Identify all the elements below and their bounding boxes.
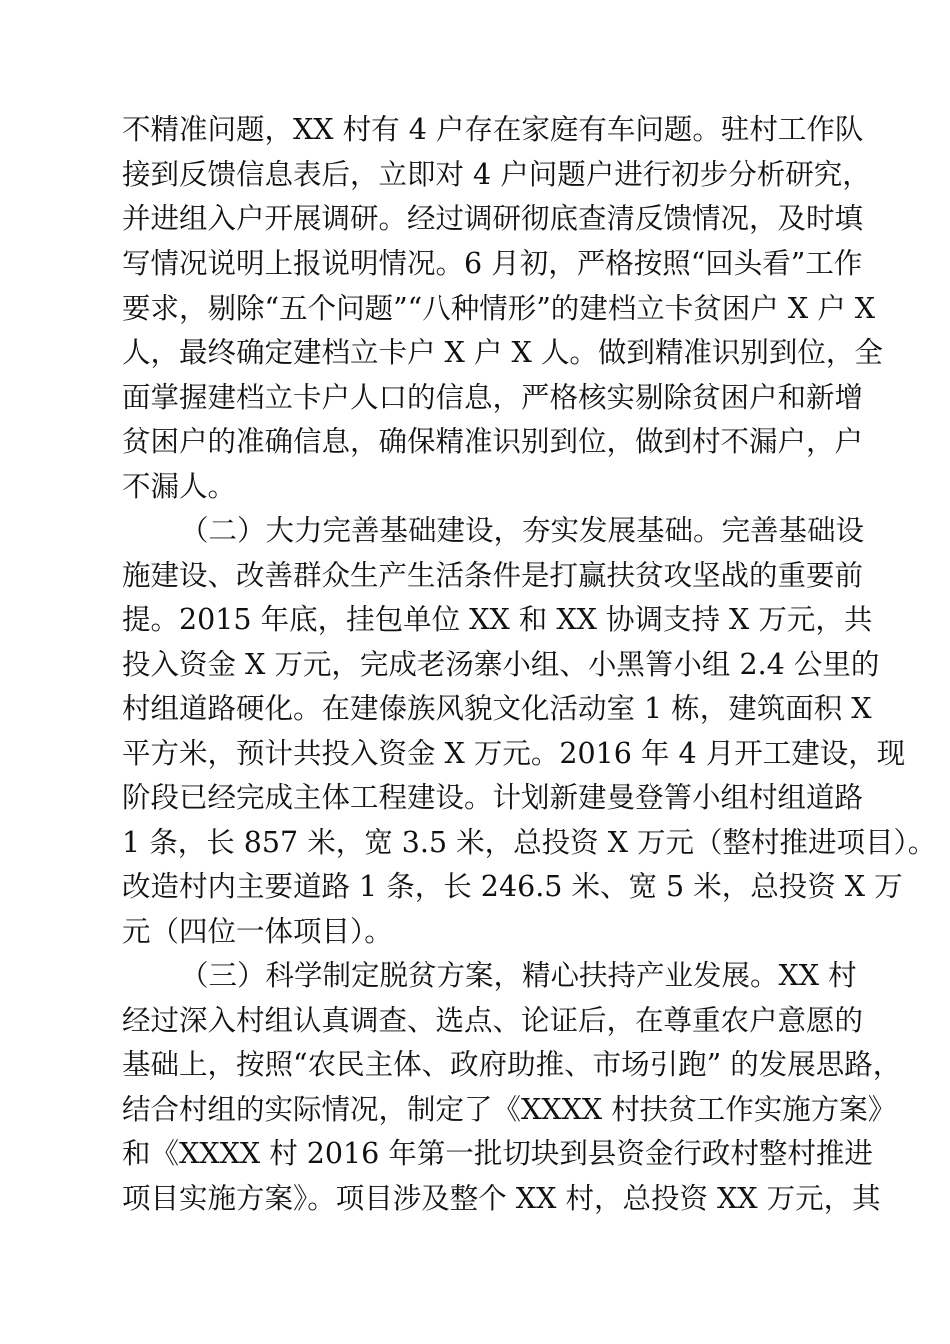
text-line: 基础上，按照“农民主体、政府助推、市场引跑” 的发展思路， bbox=[122, 1048, 902, 1081]
text-line: 改造村内主要道路 1 条，长 246.5 米、宽 5 米，总投资 X 万 bbox=[122, 870, 903, 903]
section-heading-line: （三）科学制定脱贫方案，精心扶持产业发展。XX 村 bbox=[180, 959, 857, 992]
text-line: 阶段已经完成主体工程建设。计划新建曼登箐小组村组道路 bbox=[122, 781, 864, 814]
text-line: 村组道路硬化。在建傣族风貌文化活动室 1 栋，建筑面积 X bbox=[122, 692, 872, 725]
text-line: 1 条，长 857 米，宽 3.5 米，总投资 X 万元（整村推进项目）。 bbox=[122, 826, 937, 859]
text-line: 和《XXXX 村 2016 年第一批切块到县资金行政村整村推进 bbox=[122, 1137, 873, 1170]
text-line: 写情况说明上报说明情况。6 月初，严格按照“回头看”工作 bbox=[122, 247, 863, 280]
text-line: 结合村组的实际情况，制定了《XXXX 村扶贫工作实施方案》 bbox=[122, 1093, 897, 1126]
text-line: 接到反馈信息表后，立即对 4 户问题户进行初步分析研究， bbox=[122, 158, 871, 191]
text-line: 要求，剔除“五个问题”“八种情形”的建档立卡贫困户 X 户 X bbox=[122, 292, 876, 325]
text-line: 投入资金 X 万元，完成老汤寨小组、小黑箐小组 2.4 公里的 bbox=[122, 648, 880, 681]
section-heading-line: （二）大力完善基础建设，夯实发展基础。完善基础设 bbox=[180, 514, 865, 547]
text-line: 经过深入村组认真调查、选点、论证后，在尊重农户意愿的 bbox=[122, 1004, 864, 1037]
text-line: 贫困户的准确信息，确保精准识别到位，做到村不漏户，户 bbox=[122, 425, 864, 458]
text-line: 面掌握建档立卡户人口的信息，严格核实剔除贫困户和新增 bbox=[122, 381, 864, 414]
text-line: 项目实施方案》。项目涉及整个 XX 村，总投资 XX 万元，其 bbox=[122, 1182, 881, 1215]
text-line: 不漏人。 bbox=[122, 470, 237, 503]
text-line: 提。2015 年底，挂包单位 XX 和 XX 协调支持 X 万元，共 bbox=[122, 603, 873, 636]
text-line: 平方米，预计共投入资金 X 万元。2016 年 4 月开工建设，现 bbox=[122, 737, 906, 770]
text-line: 不精准问题，XX 村有 4 户存在家庭有车问题。驻村工作队 bbox=[122, 113, 864, 146]
text-line: 人，最终确定建档立卡户 X 户 X 人。做到精准识别到位，全 bbox=[122, 336, 883, 369]
text-line: 并进组入户开展调研。经过调研彻底查清反馈情况，及时填 bbox=[122, 202, 864, 235]
text-line: 施建设、改善群众生产生活条件是打赢扶贫攻坚战的重要前 bbox=[122, 559, 864, 592]
text-line: 元（四位一体项目）。 bbox=[122, 915, 393, 948]
